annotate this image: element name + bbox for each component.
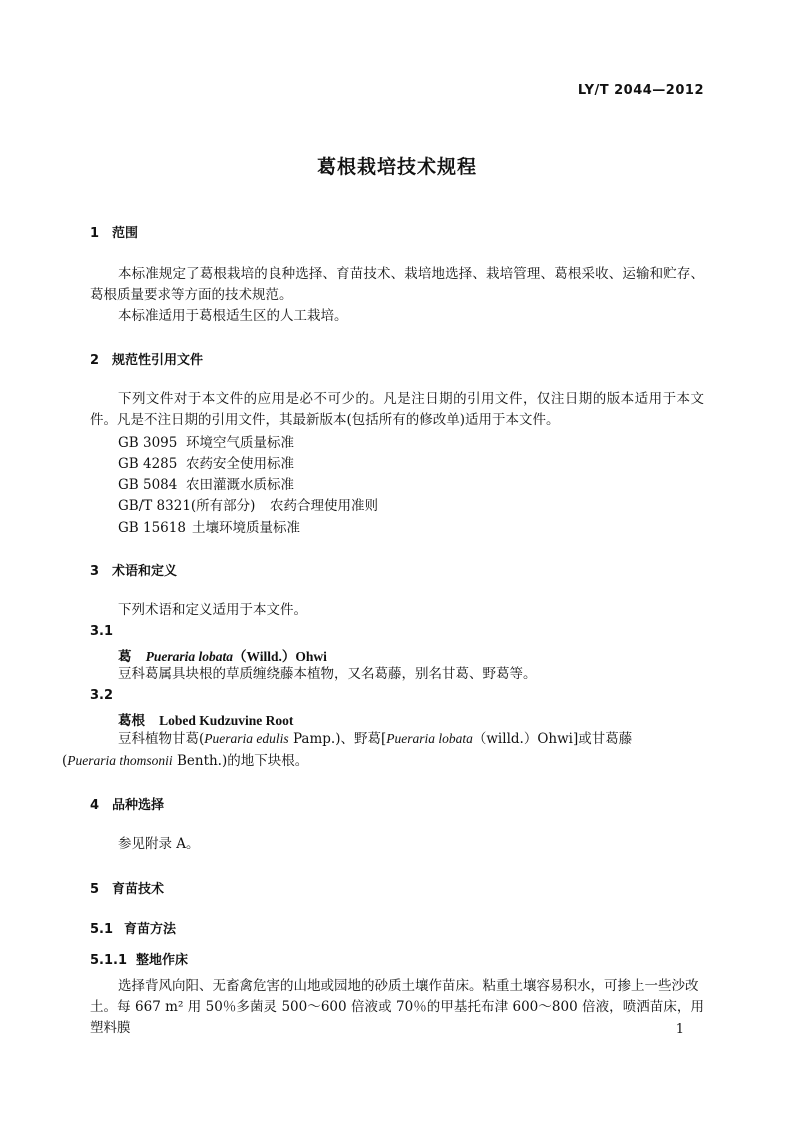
term-3-1-title bbox=[118, 645, 327, 665]
section-4-para-1: 参见附录 A。 bbox=[118, 836, 200, 852]
section-1-para-1: 本标准规定了葛根栽培的良种选择、育苗技术、栽培地选择、栽培管理、葛根采收、运输和贮存、葛根质量要求等方面的技术规范。 bbox=[90, 266, 704, 303]
term-latin-authority: （Willd.）Ohwi bbox=[233, 649, 327, 664]
def-text: ( bbox=[62, 753, 68, 769]
reference-item bbox=[118, 494, 378, 514]
term-3-2-title bbox=[118, 709, 293, 729]
term-chinese: 葛 bbox=[118, 649, 132, 665]
section-3-para-1: 下列术语和定义适用于本文件。 bbox=[118, 602, 307, 618]
reference-item bbox=[118, 516, 300, 536]
def-latin: Pueraria thomsonii bbox=[67, 753, 173, 768]
subsection-5-1-1-line-2: 土。每 667 m² 用 50％多菌灵 500～600 倍液或 70％的甲基托布津 600～800 倍液，喷洒苗床，用塑料膜 bbox=[90, 999, 704, 1036]
term-3-1-definition: 豆科葛属具块根的草质缠绕藤本植物，又名葛藤，别名甘葛、野葛等。 bbox=[118, 666, 537, 682]
section-4-heading bbox=[90, 794, 164, 813]
term-latin-italic: Pueraria lobata bbox=[145, 649, 233, 664]
section-title: 范围 bbox=[112, 226, 139, 241]
term-english: Lobed Kudzuvine Root bbox=[159, 713, 294, 728]
def-latin: Pueraria lobata bbox=[386, 731, 473, 746]
def-text: 豆科植物甘葛( bbox=[118, 731, 205, 747]
term-3-1-number: 3.1 bbox=[90, 624, 114, 639]
subsection-number: 5.1.1 bbox=[90, 953, 128, 968]
section-1-heading bbox=[90, 222, 138, 241]
term-3-2-definition bbox=[62, 728, 704, 772]
section-2-heading bbox=[90, 349, 203, 368]
def-text: Benth.)的地下块根。 bbox=[172, 753, 309, 769]
reference-name: 土壤环境质量标准 bbox=[192, 520, 300, 536]
section-5-heading bbox=[90, 878, 164, 897]
page-number: 1 bbox=[675, 1022, 684, 1037]
section-number: 4 bbox=[90, 798, 100, 813]
reference-code: GB/T 8321(所有部分) bbox=[118, 498, 256, 514]
subsection-5-1-1-heading bbox=[90, 949, 188, 968]
term-3-2-number: 3.2 bbox=[90, 688, 114, 703]
def-latin: Pueraria edulis bbox=[204, 731, 289, 746]
term-chinese: 葛根 bbox=[118, 713, 145, 729]
section-title: 育苗技术 bbox=[112, 882, 165, 897]
section-title: 术语和定义 bbox=[112, 564, 178, 579]
section-title: 规范性引用文件 bbox=[112, 353, 204, 368]
subsection-title: 育苗方法 bbox=[124, 922, 177, 937]
section-number: 1 bbox=[90, 226, 100, 241]
subsection-number: 5.1 bbox=[90, 922, 114, 937]
reference-name: 农药合理使用准则 bbox=[270, 498, 378, 514]
def-text: （willd.）Ohwi]或甘葛藤 bbox=[472, 731, 633, 747]
section-2-para-1: 下列文件对于本文件的应用是必不可少的。凡是注日期的引用文件，仅注日期的版本适用于本文件。凡是不注日期的引用文件，其最新版本(包括所有的修改单)适用于本文件。 bbox=[90, 391, 704, 428]
section-3-heading bbox=[90, 560, 177, 579]
reference-name: 农田灌溉水质标准 bbox=[186, 477, 294, 493]
reference-item bbox=[118, 452, 294, 472]
def-text: Pamp.)、野葛[ bbox=[288, 731, 387, 747]
standard-number: LY/T 2044—2012 bbox=[577, 83, 704, 98]
reference-name: 环境空气质量标准 bbox=[186, 435, 294, 451]
section-number: 2 bbox=[90, 353, 100, 368]
reference-code: GB 15618 bbox=[118, 520, 186, 536]
reference-code: GB 3095 bbox=[118, 435, 178, 451]
subsection-title: 整地作床 bbox=[136, 953, 189, 968]
section-number: 5 bbox=[90, 882, 100, 897]
section-number: 3 bbox=[90, 564, 100, 579]
reference-name: 农药安全使用标准 bbox=[186, 456, 294, 472]
subsection-5-1-1-line-1: 选择背风向阳、无畜禽危害的山地或园地的砂质土壤作苗床。粘重土壤容易积水，可掺上一些沙改 bbox=[118, 978, 699, 994]
subsection-5-1-heading bbox=[90, 918, 176, 937]
reference-item bbox=[118, 431, 294, 451]
document-title: 葛根栽培技术规程 bbox=[316, 156, 477, 178]
reference-code: GB 4285 bbox=[118, 456, 178, 472]
section-title: 品种选择 bbox=[112, 798, 165, 813]
reference-item bbox=[118, 473, 294, 493]
section-1-para-2: 本标准适用于葛根适生区的人工栽培。 bbox=[118, 308, 348, 324]
reference-code: GB 5084 bbox=[118, 477, 178, 493]
